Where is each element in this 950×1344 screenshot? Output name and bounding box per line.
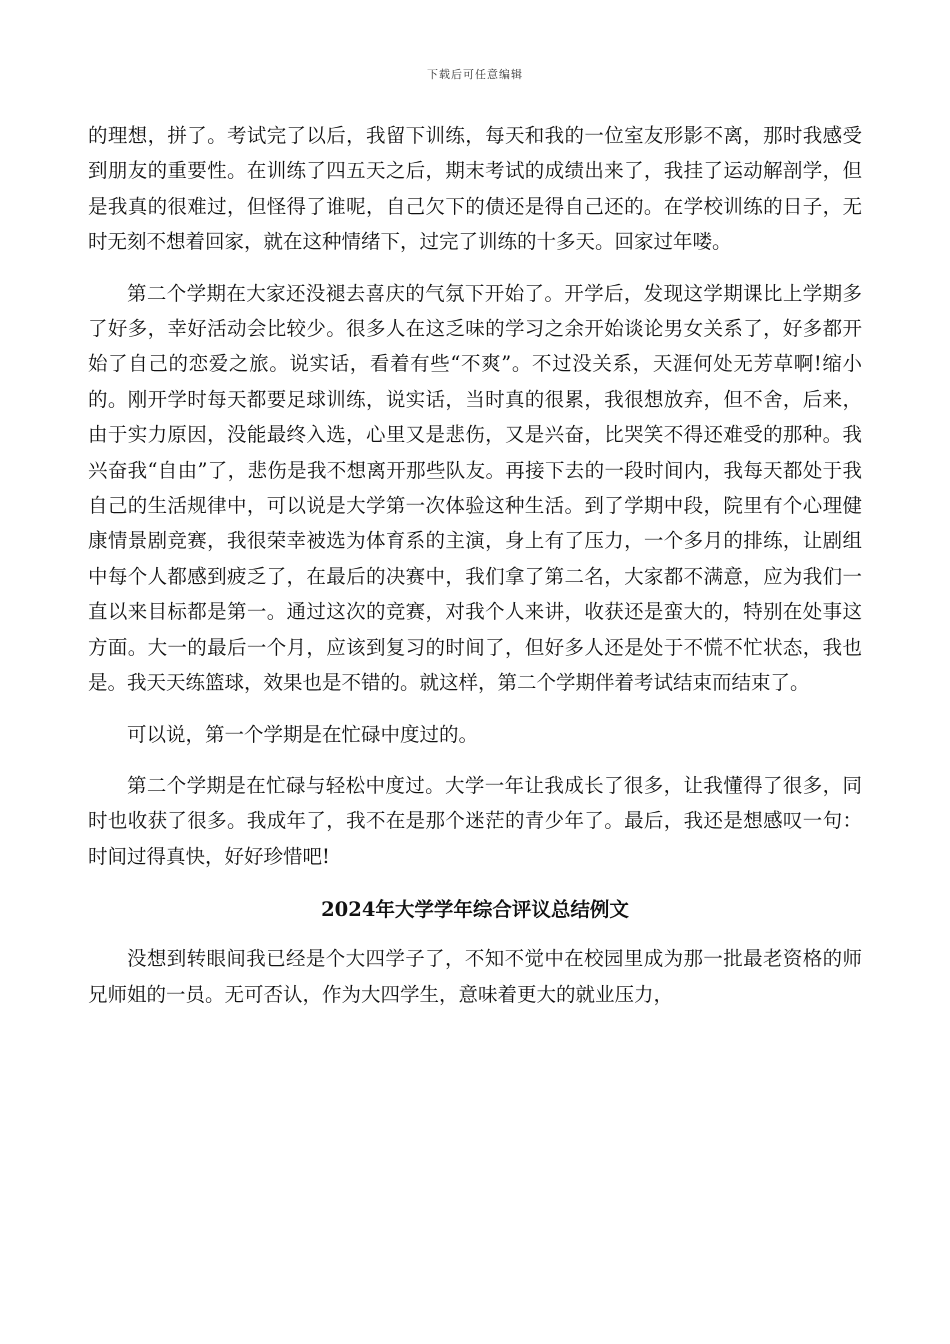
paragraph-conclusion: 第二个学期是在忙碌与轻松中度过。大学一年让我成长了很多，让我懂得了很多，同时也收获了很多。我成年了，我不在是那个迷茫的青少年了。最后，我还是想感叹一句：时间过得真快，好好珍惜吧!	[88, 773, 862, 868]
document-body	[88, 118, 862, 1012]
paragraph-continued: 的理想，拼了。考试完了以后，我留下训练，每天和我的一位室友形影不离，那时我感受到朋友的重要性。在训练了四五天之后，期末考试的成绩出来了，我挂了运动解剖学，但是我真的很难过，但怪得了谁呢，自己欠下的债还是得自己还的。在学校训练的日子，无时无刻不想着回家，就在这种情绪下，过完了训练的十多天。回家过年喽。	[88, 124, 862, 254]
page-header: 下载后可任意编辑	[427, 68, 523, 81]
paragraph-second-semester: 第二个学期在大家还没褪去喜庆的气氛下开始了。开学后，发现这学期课比上学期多了好多，幸好活动会比较少。很多人在这乏味的学习之余开始谈论男女关系了，好多都开始了自己的恋爱之旅。说实话，看着有些“不爽”。不过没关系，天涯何处无芳草啊!缩小的。刚开学时每天都要足球训练，说实话，当时真的很累，我很想放弃，但不舍，后来，由于实力原因，没能最终入选，心里又是悲伤，又是兴奋，比哭笑不得还难受的那种。我兴奋我“自由”了，悲伤是我不想离开那些队友。再接下去的一段时间内，我每天都处于我自己的生活规律中，可以说是大学第一次体验这种生活。到了学期中段，院里有个心理健康情景剧竞赛，我很荣幸被选为体育系的主演，身上有了压力，一个多月的排练，让剧组中每个人都感到疲乏了，在最后的决赛中，我们拿了第二名，大家都不满意，应为我们一直以来目标都是第一。通过这次的竞赛，对我个人来讲，收获还是蛮大的，特别在处事这方面。大一的最后一个月，应该到复习的时间了，但好多人还是处于不慌不忙状态，我也是。我天天练篮球，效果也是不错的。就这样，第二个学期伴着考试结束而结束了。	[88, 281, 862, 695]
paragraph-first-semester-summary: 可以说，第一个学期是在忙碌中度过的。	[127, 722, 479, 746]
section-paragraph: 没想到转眼间我已经是个大四学子了，不知不觉中在校园里成为那一批最老资格的师兄师姐的一员。无可否认，作为大四学生，意味着更大的就业压力，	[88, 947, 862, 1006]
section-title: 2024年大学学年综合评议总结例文	[321, 898, 629, 922]
